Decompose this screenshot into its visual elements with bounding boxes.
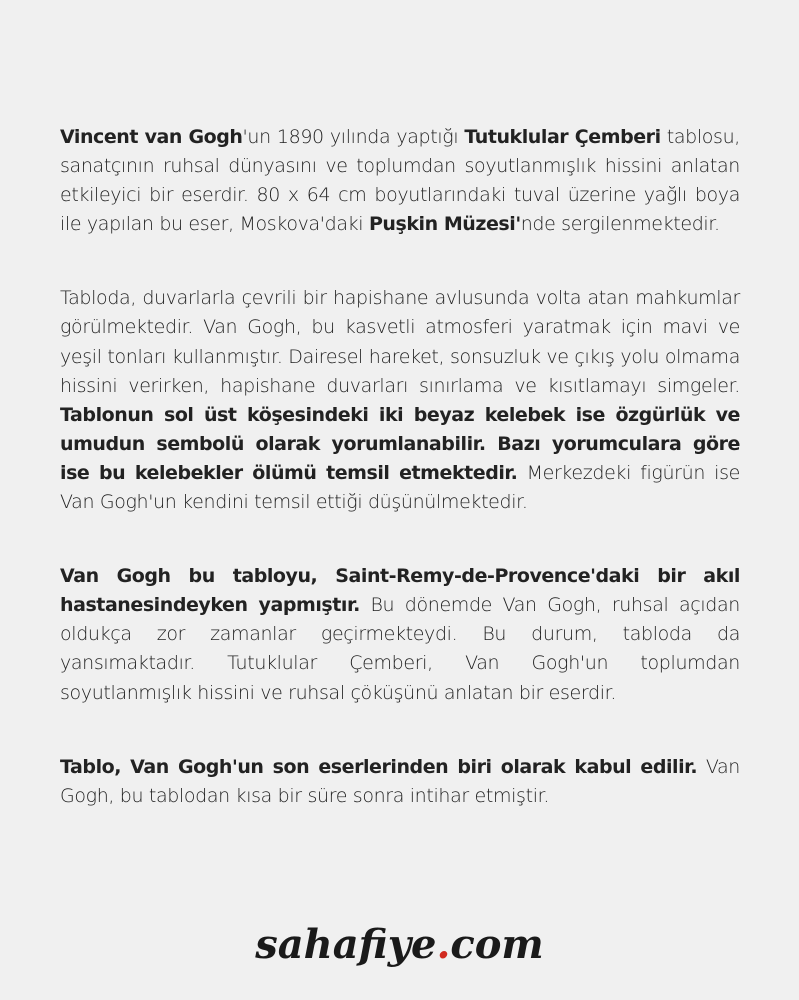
paragraph-description: Tabloda, duvarlarla çevrili bir hapishane avlusunda volta atan mahkumlar görülmektedir. Van Gogh, bu kasvetli atmosferi yaratmak için mavi ve yeşil tonları kullanmıştır. Dairesel hareket, sonsuzluk ve çıkış yolu olmama hissini verirken, hapishane duvarları sınırlama ve kısıtlamayı simgeler. Tablonun sol üst köşesindeki iki beyaz kelebek ise özgürlük ve umudun sembolü olarak yorumlanabilir. Bazı yorumculara göre ise bu kelebekler ölümü temsil etmektedir. Merkezdeki figürün ise Van Gogh'un kendini temsil ettiği düşünülmektedir.	[60, 287, 740, 514]
logo-tld: com	[450, 921, 544, 968]
asylum-highlight: Van Gogh bu tabloyu, Saint-Remy-de-Provence'daki bir akıl hastanesindeyken yapmıştır.	[60, 565, 740, 617]
painting-title: Tutuklular Çemberi	[464, 126, 661, 148]
paragraph-context: Van Gogh bu tabloyu, Saint-Remy-de-Provence'daki bir akıl hastanesindeyken yapmıştır. Bu dönemde Van Gogh, ruhsal açıdan oldukça zor zamanlar geçirmekteydi. Bu durum, tabloda da yansımaktadır. Tutuklular Çemberi, Van Gogh'un toplumdan soyutlanmışlık hissini ve ruhsal çöküşünü anlatan bir eserdir.	[60, 565, 740, 704]
museum-name: Puşkin Müzesi'	[368, 213, 521, 236]
artist-name: Vincent van Gogh	[60, 126, 243, 148]
paragraph-conclusion: Tablo, Van Gogh'un son eserlerinden biri olarak kabul edilir. Van Gogh, bu tablodan kısa bir süre sonra intihar etmiştir.	[60, 755, 740, 807]
last-works-highlight: Tablo, Van Gogh'un son eserlerinden biri olarak kabul edilir.	[60, 755, 698, 778]
paragraph-intro: Vincent van Gogh'un 1890 yılında yaptığı Tutuklular Çemberi tablosu, sanatçının ruhsal dünyasını ve toplumdan soyutlanmışlık hissini anlatan etkileyici bir eserdir. 80 x 64 cm boyutlarındaki tuval üzerine yağlı boya ile yapılan bu eser, Moskova'daki Puşkin Müzesi'nde sergilenmektedir.	[60, 126, 740, 236]
logo-name: sahafiye	[255, 921, 437, 968]
site-logo	[0, 920, 799, 970]
article-body	[60, 123, 740, 811]
butterfly-highlight: Tablonun sol üst köşesindeki iki beyaz kelebek ise özgürlük ve umudun sembolü olarak yorumlanabilir. Bazı yorumculara göre ise bu kelebekler ölümü temsil etmektedir.	[60, 403, 740, 484]
logo-dot: .	[436, 921, 451, 968]
